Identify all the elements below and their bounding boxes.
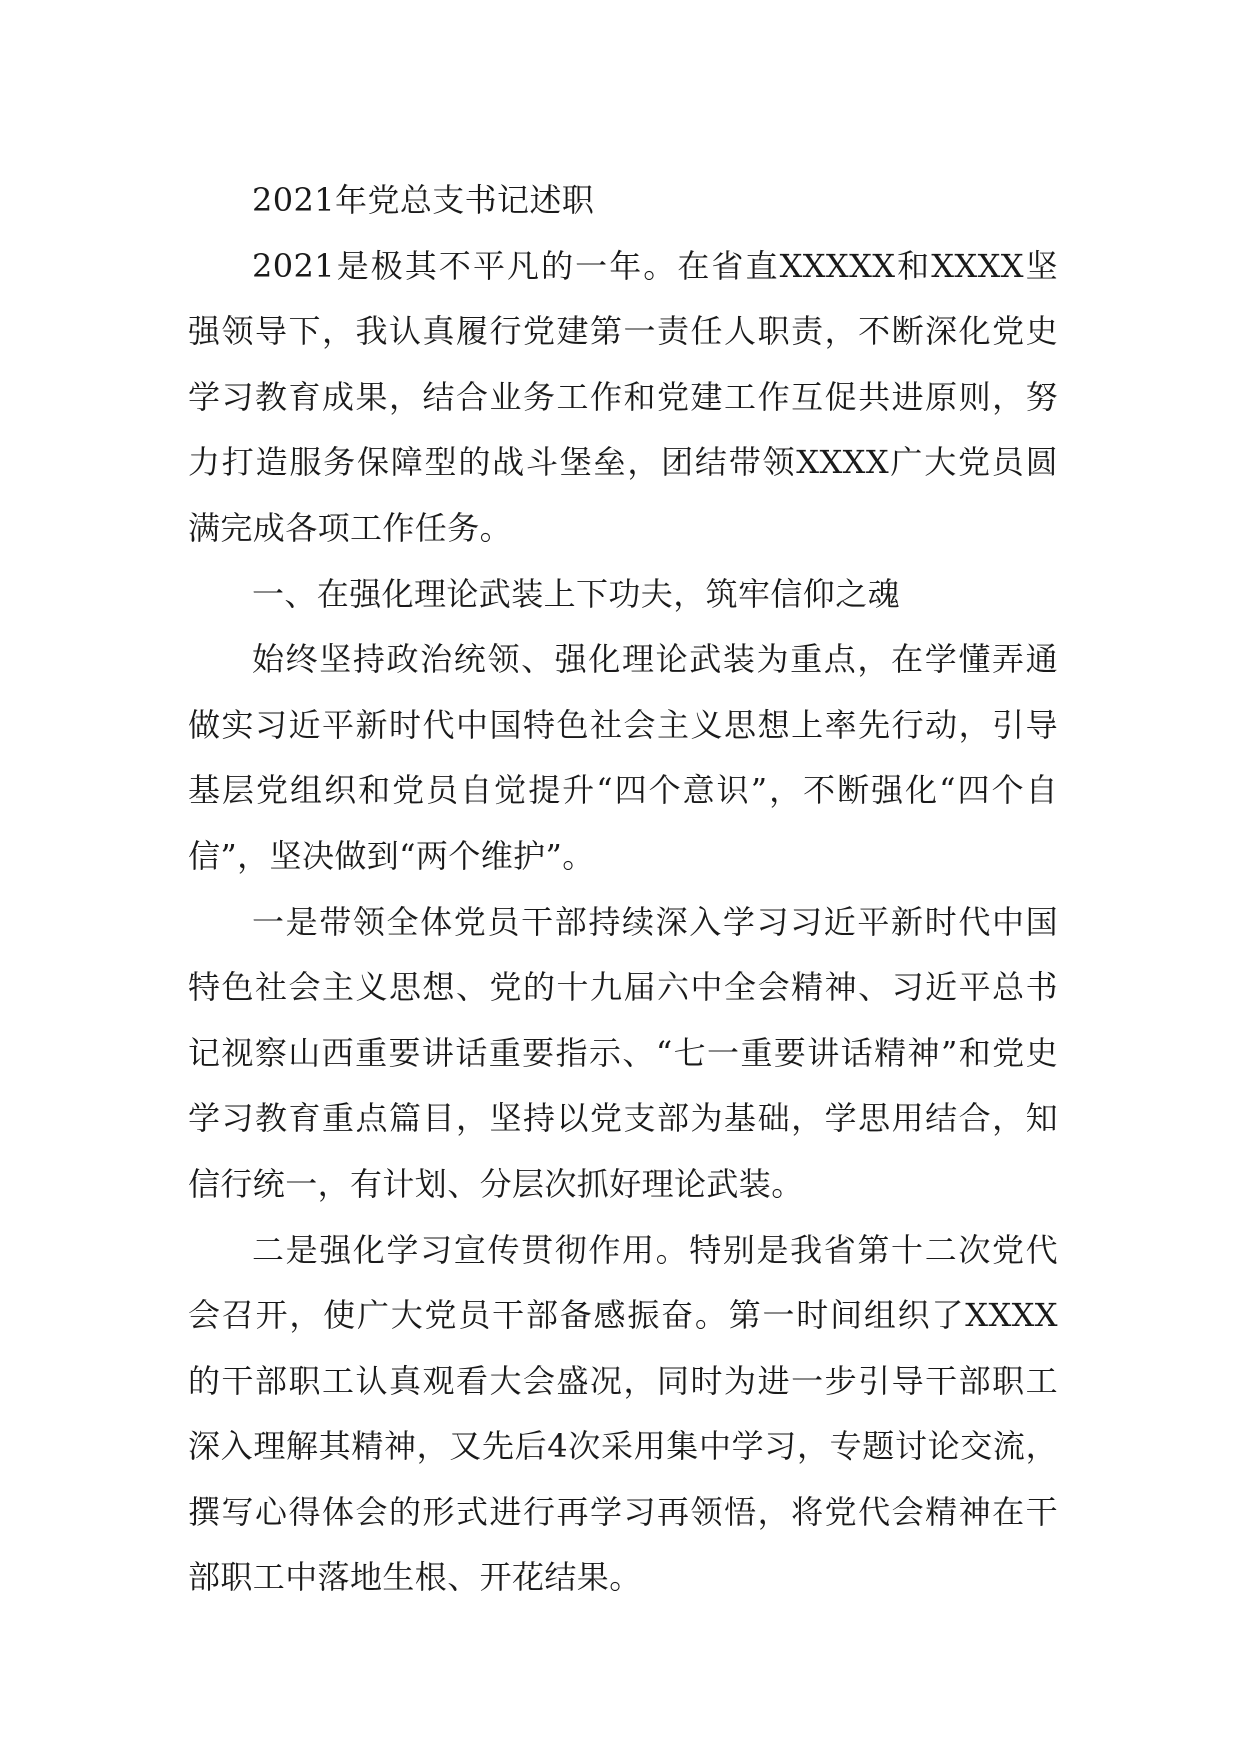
paragraph-point-1: 一是带领全体党员干部持续深入学习习近平新时代中国特色社会主义思想、党的十九届六中全会精神、习近平总书记视察山西重要讲话重要指示、“七一重要讲话精神”和党史学习教育重点篇目，坚持以党支部为基础，学思用结合，知信行统一，有计划、分层次抓好理论武装。	[188, 902, 1058, 1203]
document-title: 2021年党总支书记述职	[252, 181, 595, 219]
paragraph-intro: 2021是极其不平凡的一年。在省直XXXXX和XXXX坚强领导下，我认真履行党建第一责任人职责，不断深化党史学习教育成果，结合业务工作和党建工作互促共进原则，努力打造服务保障型的战斗堡垒，团结带领XXXX广大党员圆满完成各项工作任务。	[188, 246, 1058, 547]
paragraph-point-2: 二是强化学习宣传贯彻作用。特别是我省第十二次党代会召开，使广大党员干部备感振奋。第一时间组织了XXXX的干部职工认真观看大会盛况，同时为进一步引导干部职工深入理解其精神，又先后4次采用集中学习，专题讨论交流，撰写心得体会的形式进行再学习再领悟，将党代会精神在干部职工中落地生根、开花结果。	[188, 1230, 1058, 1597]
paragraph-section-1-summary: 始终坚持政治统领、强化理论武装为重点，在学懂弄通做实习近平新时代中国特色社会主义思想上率先行动，引导基层党组织和党员自觉提升“四个意识”，不断强化“四个自信”，坚决做到“两个维护”。	[188, 640, 1058, 875]
section-heading-1: 一、在强化理论武装上下功夫，筑牢信仰之魂	[252, 574, 901, 613]
document-body	[188, 168, 1058, 1611]
